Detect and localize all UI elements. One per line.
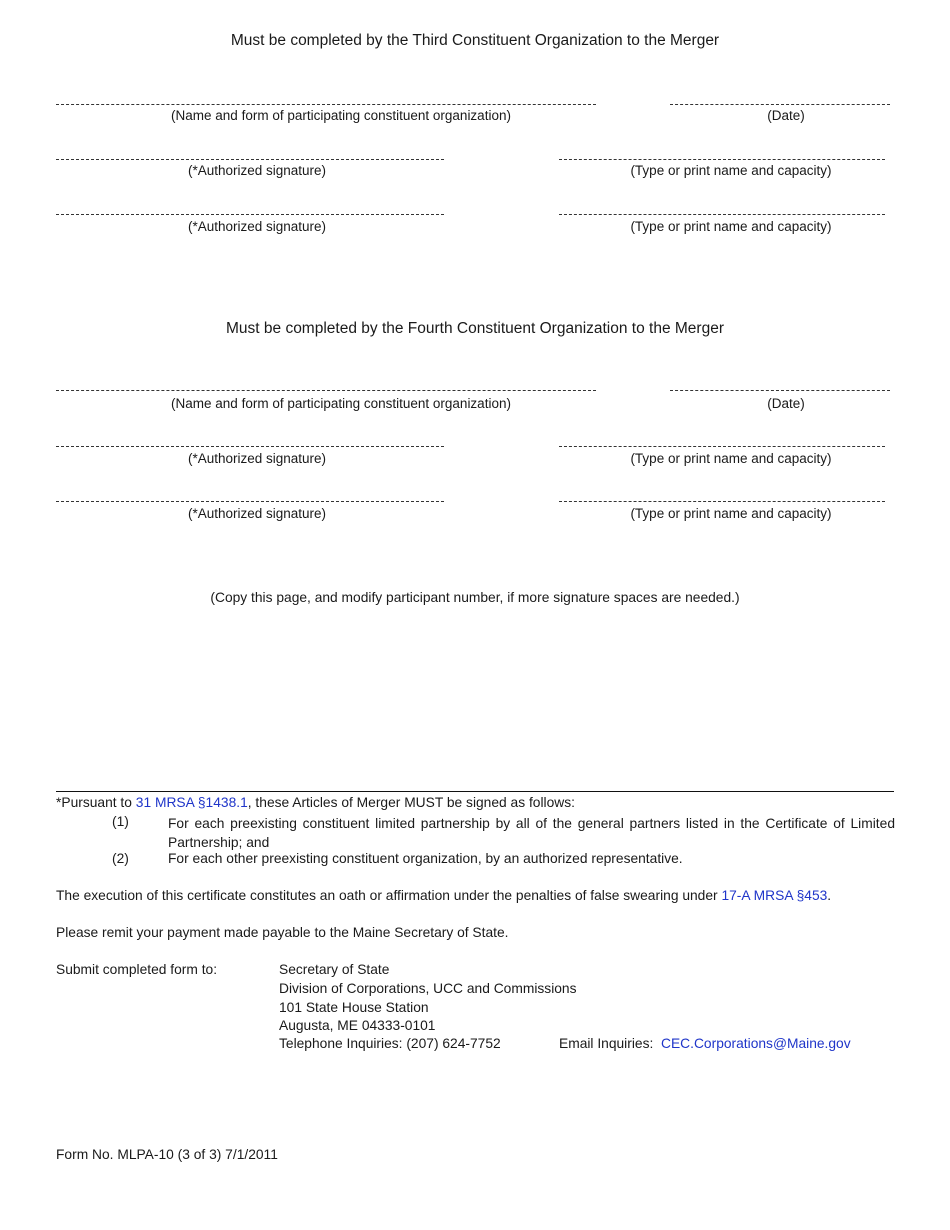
email-label: Email Inquiries: <box>559 1036 654 1051</box>
copy-note: (Copy this page, and modify participant number, if more signature spaces are needed.) <box>210 590 740 605</box>
print-name-caption: (Type or print name and capacity) <box>630 506 832 521</box>
print-name-caption: (Type or print name and capacity) <box>630 451 832 466</box>
footnote-item-number: (2) <box>112 851 129 866</box>
statute-link-17a-mrsa[interactable]: 17-A MRSA §453 <box>721 888 828 903</box>
oath-text: The execution of this certificate constitutes an oath or affirmation under the penalties of false swearing under <box>56 888 722 903</box>
org-name-caption: (Name and form of participating constituent organization) <box>171 396 511 411</box>
payment-note: Please remit your payment made payable to the Maine Secretary of State. <box>56 925 509 940</box>
address-line: Secretary of State <box>279 962 390 977</box>
signature-line[interactable] <box>56 446 444 447</box>
date-caption: (Date) <box>767 396 805 411</box>
statute-link-31-mrsa[interactable]: 31 MRSA §1438.1 <box>135 795 248 810</box>
signature-caption: (*Authorized signature) <box>187 219 327 234</box>
org-name-caption: (Name and form of participating constituent organization) <box>171 108 511 123</box>
date-caption: (Date) <box>767 108 805 123</box>
print-name-line[interactable] <box>559 159 885 160</box>
footnote-divider <box>56 791 894 792</box>
footnote-prefix: *Pursuant to <box>56 795 136 810</box>
print-name-line[interactable] <box>559 446 885 447</box>
signature-line[interactable] <box>56 501 444 502</box>
date-line[interactable] <box>670 390 890 391</box>
footnote-item-number: (1) <box>112 814 129 829</box>
footnote-item-text: For each other preexisting constituent organization, by an authorized representative. <box>168 851 683 866</box>
footnote-item-text: For each preexisting constituent limited partnership by all of the general partners listed in the Certificate of Limited Partnership; and <box>168 816 895 850</box>
footnote-intro <box>56 795 575 810</box>
signature-caption: (*Authorized signature) <box>187 451 327 466</box>
org-name-line[interactable] <box>56 104 596 105</box>
signature-line[interactable] <box>56 214 444 215</box>
org-name-line[interactable] <box>56 390 596 391</box>
oath-statement <box>56 888 831 903</box>
email-link[interactable]: CEC.Corporations@Maine.gov <box>661 1036 851 1051</box>
date-line[interactable] <box>670 104 890 105</box>
signature-caption: (*Authorized signature) <box>187 163 327 178</box>
signature-line[interactable] <box>56 159 444 160</box>
form-number: Form No. MLPA-10 (3 of 3) 7/1/2011 <box>56 1147 278 1162</box>
submit-label: Submit completed form to: <box>56 962 218 977</box>
telephone-inquiries: Telephone Inquiries: (207) 624-7752 <box>279 1036 501 1051</box>
address-line: Division of Corporations, UCC and Commissions <box>279 981 577 996</box>
email-inquiries <box>559 1036 851 1051</box>
section-heading-fourth: Must be completed by the Fourth Constituent Organization to the Merger <box>226 320 724 337</box>
address-line: 101 State House Station <box>279 1000 429 1015</box>
print-name-caption: (Type or print name and capacity) <box>630 219 832 234</box>
print-name-caption: (Type or print name and capacity) <box>630 163 832 178</box>
oath-end: . <box>827 888 832 903</box>
section-heading-third: Must be completed by the Third Constituent Organization to the Merger <box>230 32 720 49</box>
footnote-suffix: , these Articles of Merger MUST be signed as follows: <box>247 795 575 810</box>
address-line: Augusta, ME 04333-0101 <box>279 1018 436 1033</box>
print-name-line[interactable] <box>559 501 885 502</box>
print-name-line[interactable] <box>559 214 885 215</box>
signature-caption: (*Authorized signature) <box>187 506 327 521</box>
